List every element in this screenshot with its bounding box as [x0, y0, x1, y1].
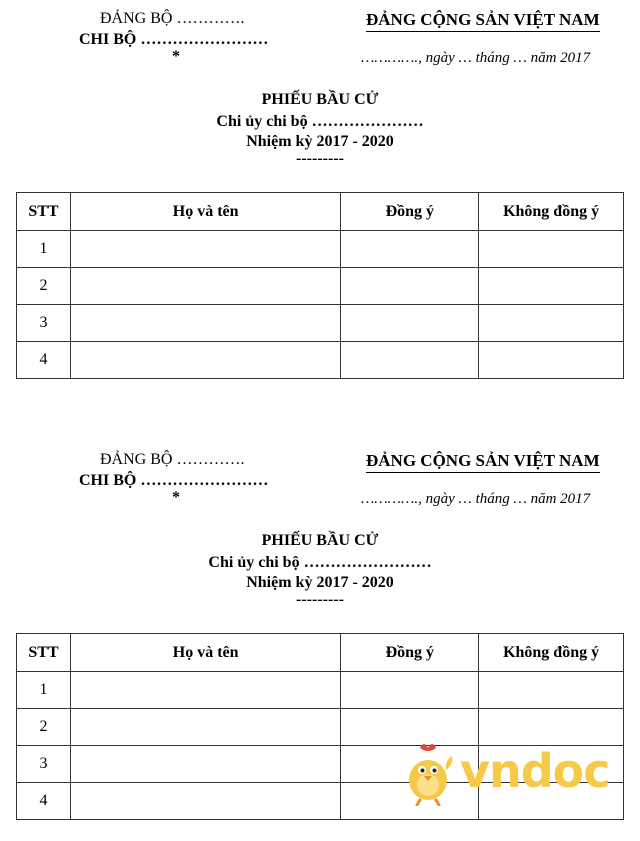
- disagree-cell[interactable]: [479, 342, 624, 379]
- agree-cell[interactable]: [341, 342, 479, 379]
- row-number: 2: [17, 268, 71, 305]
- name-cell[interactable]: [70, 231, 340, 268]
- term-line: Nhiệm kỳ 2017 - 2020: [246, 133, 394, 150]
- header-agree: Đồng ý: [341, 193, 479, 231]
- ballot-form-1: [0, 0, 640, 400]
- disagree-cell[interactable]: [479, 305, 624, 342]
- name-cell[interactable]: [70, 672, 340, 709]
- table-row: [17, 342, 624, 379]
- row-number: 1: [17, 672, 71, 709]
- agree-cell[interactable]: [341, 231, 479, 268]
- agree-cell[interactable]: [341, 268, 479, 305]
- committee-line: Chi ủy chi bộ ……………………: [208, 554, 432, 571]
- vndoc-logo-text: vndoc: [460, 744, 610, 798]
- disagree-cell[interactable]: [479, 672, 624, 709]
- chick-mascot-icon: [402, 740, 458, 806]
- disagree-cell[interactable]: [479, 231, 624, 268]
- ballot-table: [16, 192, 624, 379]
- ballot-title: PHIẾU BẦU CỬ: [261, 91, 379, 108]
- vndoc-watermark: [402, 740, 632, 810]
- party-title: ĐẢNG CỘNG SẢN VIỆT NAM: [366, 10, 600, 32]
- header-disagree: Không đồng ý: [479, 193, 624, 231]
- term-line: Nhiệm kỳ 2017 - 2020: [246, 574, 394, 591]
- name-cell[interactable]: [70, 783, 340, 820]
- row-number: 3: [17, 305, 71, 342]
- date-line: …………., ngày … tháng … năm 2017: [361, 491, 591, 507]
- party-organization: ĐẢNG BỘ ………….: [100, 451, 245, 468]
- row-number: 4: [17, 342, 71, 379]
- party-cell: CHI BỘ ……………………: [79, 31, 269, 48]
- party-title: ĐẢNG CỘNG SẢN VIỆT NAM: [366, 451, 600, 473]
- agree-cell[interactable]: [341, 305, 479, 342]
- header-agree: Đồng ý: [341, 634, 479, 672]
- table-row: [17, 305, 624, 342]
- table-row: [17, 672, 624, 709]
- table-row: [17, 268, 624, 305]
- header-name: Họ và tên: [70, 193, 340, 231]
- date-line: …………., ngày … tháng … năm 2017: [361, 50, 591, 66]
- party-organization: ĐẢNG BỘ ………….: [100, 10, 245, 27]
- separator: ---------: [296, 591, 344, 608]
- ballot-title: PHIẾU BẦU CỬ: [261, 532, 379, 549]
- table-header-row: [17, 193, 624, 231]
- header-name: Họ và tên: [70, 634, 340, 672]
- table-row: [17, 231, 624, 268]
- row-number: 2: [17, 709, 71, 746]
- star-mark: *: [172, 489, 180, 506]
- table-header-row: [17, 634, 624, 672]
- disagree-cell[interactable]: [479, 268, 624, 305]
- row-number: 4: [17, 783, 71, 820]
- name-cell[interactable]: [70, 746, 340, 783]
- name-cell[interactable]: [70, 709, 340, 746]
- name-cell[interactable]: [70, 268, 340, 305]
- header-disagree: Không đồng ý: [479, 634, 624, 672]
- name-cell[interactable]: [70, 305, 340, 342]
- agree-cell[interactable]: [341, 672, 479, 709]
- separator: ---------: [296, 150, 344, 167]
- committee-line: Chi ủy chi bộ …………………: [216, 113, 424, 130]
- header-stt: STT: [17, 634, 71, 672]
- party-cell: CHI BỘ ……………………: [79, 472, 269, 489]
- row-number: 1: [17, 231, 71, 268]
- name-cell[interactable]: [70, 342, 340, 379]
- header-stt: STT: [17, 193, 71, 231]
- row-number: 3: [17, 746, 71, 783]
- star-mark: *: [172, 48, 180, 65]
